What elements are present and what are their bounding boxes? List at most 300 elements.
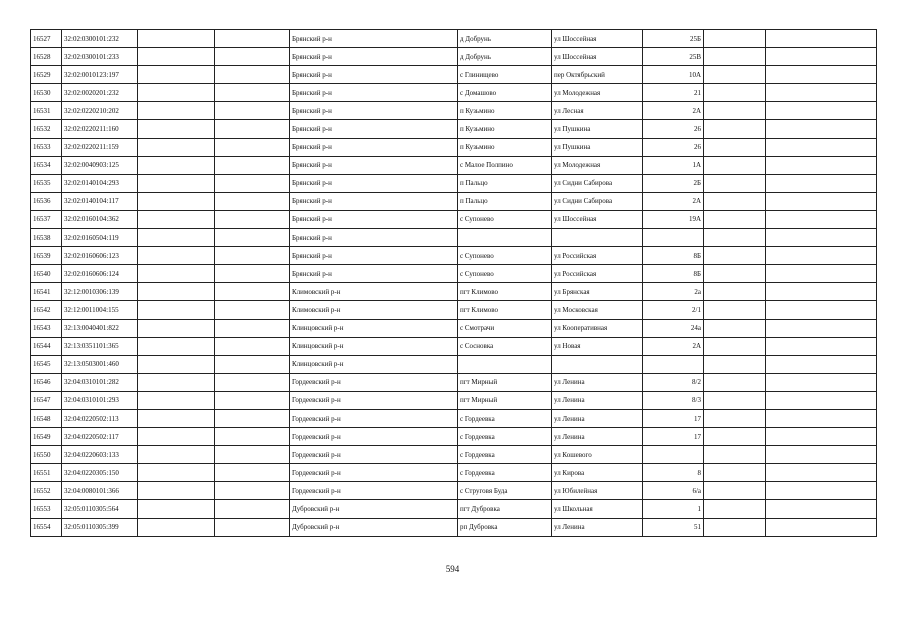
cadastral-number: 32:04:0080101:366 xyxy=(62,482,138,500)
empty-cell xyxy=(766,500,877,518)
empty-cell xyxy=(215,229,290,247)
table-row xyxy=(31,265,877,283)
cadastral-number: 32:04:0220502:117 xyxy=(62,428,138,446)
settlement: рп Дубровка xyxy=(458,518,552,536)
table-row xyxy=(31,319,877,337)
empty-cell xyxy=(215,84,290,102)
empty-cell xyxy=(704,102,766,120)
street xyxy=(552,229,643,247)
street: ул Российская xyxy=(552,247,643,265)
settlement: с Гордеевка xyxy=(458,428,552,446)
table-row xyxy=(31,174,877,192)
row-number: 16531 xyxy=(31,102,62,120)
district: Климовский р-н xyxy=(290,301,458,319)
cadastral-number: 32:04:0310101:282 xyxy=(62,373,138,391)
empty-cell xyxy=(138,301,215,319)
empty-cell xyxy=(138,66,215,84)
house-number: 2А xyxy=(643,337,704,355)
empty-cell xyxy=(704,409,766,427)
table-row xyxy=(31,482,877,500)
empty-cell xyxy=(215,138,290,156)
cadastral-number: 32:04:0220305:150 xyxy=(62,464,138,482)
empty-cell xyxy=(704,464,766,482)
empty-cell xyxy=(138,247,215,265)
settlement xyxy=(458,355,552,373)
street: ул Ленина xyxy=(552,391,643,409)
district: Брянский р-н xyxy=(290,48,458,66)
empty-cell xyxy=(138,156,215,174)
empty-cell xyxy=(138,500,215,518)
row-number: 16534 xyxy=(31,156,62,174)
table-row xyxy=(31,337,877,355)
street: ул Брянская xyxy=(552,283,643,301)
empty-cell xyxy=(766,391,877,409)
street: ул Кирова xyxy=(552,464,643,482)
row-number: 16533 xyxy=(31,138,62,156)
district: Дубровский р-н xyxy=(290,518,458,536)
cadastral-number: 32:02:0160504:119 xyxy=(62,229,138,247)
street: ул Российская xyxy=(552,265,643,283)
row-number: 16554 xyxy=(31,518,62,536)
settlement: п Кузьмино xyxy=(458,102,552,120)
cadastral-number: 32:02:0160606:124 xyxy=(62,265,138,283)
row-number: 16528 xyxy=(31,48,62,66)
empty-cell xyxy=(766,247,877,265)
empty-cell xyxy=(138,446,215,464)
empty-cell xyxy=(215,409,290,427)
page-number: 594 xyxy=(445,564,460,574)
house-number: 17 xyxy=(643,409,704,427)
street: ул Ленина xyxy=(552,409,643,427)
district: Клинцовский р-н xyxy=(290,337,458,355)
empty-cell xyxy=(766,66,877,84)
empty-cell xyxy=(704,48,766,66)
street: ул Сидни Сабирова xyxy=(552,174,643,192)
registry-table xyxy=(30,29,877,537)
district: Гордеевский р-н xyxy=(290,464,458,482)
empty-cell xyxy=(704,446,766,464)
empty-cell xyxy=(766,138,877,156)
row-number: 16540 xyxy=(31,265,62,283)
street: ул Ленина xyxy=(552,428,643,446)
cadastral-number: 32:13:0351101:365 xyxy=(62,337,138,355)
empty-cell xyxy=(138,229,215,247)
settlement: с Гордеевка xyxy=(458,446,552,464)
empty-cell xyxy=(215,156,290,174)
district: Гордеевский р-н xyxy=(290,446,458,464)
empty-cell xyxy=(138,174,215,192)
settlement: с Супонево xyxy=(458,210,552,228)
table-row xyxy=(31,301,877,319)
empty-cell xyxy=(704,283,766,301)
empty-cell xyxy=(215,210,290,228)
empty-cell xyxy=(766,373,877,391)
empty-cell xyxy=(766,30,877,48)
cadastral-number: 32:13:0503001:460 xyxy=(62,355,138,373)
settlement: с Сосновка xyxy=(458,337,552,355)
empty-cell xyxy=(138,428,215,446)
street: ул Пушкина xyxy=(552,138,643,156)
empty-cell xyxy=(138,138,215,156)
empty-cell xyxy=(215,446,290,464)
row-number: 16529 xyxy=(31,66,62,84)
house-number: 24а xyxy=(643,319,704,337)
empty-cell xyxy=(215,355,290,373)
cadastral-number: 32:04:0310101:293 xyxy=(62,391,138,409)
empty-cell xyxy=(766,120,877,138)
house-number: 17 xyxy=(643,428,704,446)
empty-cell xyxy=(138,373,215,391)
settlement: с Гордеевка xyxy=(458,409,552,427)
house-number xyxy=(643,446,704,464)
street: ул Кооперативная xyxy=(552,319,643,337)
house-number: 10А xyxy=(643,66,704,84)
house-number: 6/а xyxy=(643,482,704,500)
empty-cell xyxy=(215,30,290,48)
street: ул Кошевого xyxy=(552,446,643,464)
empty-cell xyxy=(766,48,877,66)
cadastral-number: 32:02:0140104:293 xyxy=(62,174,138,192)
cadastral-number: 32:04:0220502:113 xyxy=(62,409,138,427)
cadastral-number: 32:02:0160606:123 xyxy=(62,247,138,265)
empty-cell xyxy=(704,500,766,518)
empty-cell xyxy=(766,464,877,482)
empty-cell xyxy=(766,446,877,464)
empty-cell xyxy=(766,265,877,283)
row-number: 16530 xyxy=(31,84,62,102)
house-number: 21 xyxy=(643,84,704,102)
empty-cell xyxy=(704,84,766,102)
empty-cell xyxy=(766,210,877,228)
settlement: пгт Мирный xyxy=(458,391,552,409)
house-number: 8/3 xyxy=(643,391,704,409)
settlement: с Супонево xyxy=(458,265,552,283)
house-number: 8 xyxy=(643,464,704,482)
empty-cell xyxy=(138,482,215,500)
district: Брянский р-н xyxy=(290,30,458,48)
district: Брянский р-н xyxy=(290,156,458,174)
street: пер Октябрьский xyxy=(552,66,643,84)
empty-cell xyxy=(215,301,290,319)
row-number: 16543 xyxy=(31,319,62,337)
empty-cell xyxy=(138,518,215,536)
empty-cell xyxy=(138,210,215,228)
house-number: 19А xyxy=(643,210,704,228)
district: Гордеевский р-н xyxy=(290,409,458,427)
empty-cell xyxy=(215,373,290,391)
table-row xyxy=(31,120,877,138)
row-number: 16539 xyxy=(31,247,62,265)
empty-cell xyxy=(704,138,766,156)
empty-cell xyxy=(766,174,877,192)
house-number xyxy=(643,355,704,373)
empty-cell xyxy=(766,355,877,373)
table-row xyxy=(31,464,877,482)
table-row xyxy=(31,391,877,409)
table-row xyxy=(31,373,877,391)
row-number: 16536 xyxy=(31,192,62,210)
table-row xyxy=(31,409,877,427)
empty-cell xyxy=(704,30,766,48)
empty-cell xyxy=(704,120,766,138)
empty-cell xyxy=(138,30,215,48)
district: Клинцовский р-н xyxy=(290,355,458,373)
empty-cell xyxy=(766,84,877,102)
empty-cell xyxy=(215,337,290,355)
house-number: 26 xyxy=(643,138,704,156)
empty-cell xyxy=(215,174,290,192)
empty-cell xyxy=(766,102,877,120)
district: Клинцовский р-н xyxy=(290,319,458,337)
table-row xyxy=(31,48,877,66)
empty-cell xyxy=(138,319,215,337)
settlement: пгт Дубровка xyxy=(458,500,552,518)
district: Брянский р-н xyxy=(290,229,458,247)
empty-cell xyxy=(215,192,290,210)
house-number: 51 xyxy=(643,518,704,536)
settlement: пгт Климово xyxy=(458,301,552,319)
house-number: 25Б xyxy=(643,30,704,48)
empty-cell xyxy=(215,464,290,482)
empty-cell xyxy=(138,102,215,120)
cadastral-number: 32:02:0160104:362 xyxy=(62,210,138,228)
street: ул Московская xyxy=(552,301,643,319)
district: Брянский р-н xyxy=(290,66,458,84)
street: ул Ленина xyxy=(552,373,643,391)
cadastral-number: 32:05:0110305:564 xyxy=(62,500,138,518)
empty-cell xyxy=(766,409,877,427)
settlement: с Домашово xyxy=(458,84,552,102)
settlement: пгт Климово xyxy=(458,283,552,301)
empty-cell xyxy=(766,337,877,355)
empty-cell xyxy=(215,500,290,518)
empty-cell xyxy=(704,192,766,210)
cadastral-number: 32:02:0300101:232 xyxy=(62,30,138,48)
empty-cell xyxy=(138,192,215,210)
cadastral-number: 32:04:0220603:133 xyxy=(62,446,138,464)
empty-cell xyxy=(215,518,290,536)
house-number: 8Б xyxy=(643,247,704,265)
empty-cell xyxy=(766,428,877,446)
empty-cell xyxy=(704,265,766,283)
settlement: п Пальцо xyxy=(458,174,552,192)
house-number: 2а xyxy=(643,283,704,301)
empty-cell xyxy=(704,518,766,536)
row-number: 16545 xyxy=(31,355,62,373)
street: ул Новая xyxy=(552,337,643,355)
table-row xyxy=(31,229,877,247)
house-number: 8/2 xyxy=(643,373,704,391)
empty-cell xyxy=(704,210,766,228)
district: Брянский р-н xyxy=(290,102,458,120)
street: ул Лесная xyxy=(552,102,643,120)
row-number: 16542 xyxy=(31,301,62,319)
row-number: 16535 xyxy=(31,174,62,192)
street: ул Юбилейная xyxy=(552,482,643,500)
empty-cell xyxy=(704,337,766,355)
empty-cell xyxy=(215,482,290,500)
house-number: 2Б xyxy=(643,174,704,192)
empty-cell xyxy=(215,391,290,409)
row-number: 16544 xyxy=(31,337,62,355)
empty-cell xyxy=(704,373,766,391)
district: Брянский р-н xyxy=(290,247,458,265)
empty-cell xyxy=(215,265,290,283)
house-number: 26 xyxy=(643,120,704,138)
row-number: 16550 xyxy=(31,446,62,464)
empty-cell xyxy=(215,283,290,301)
empty-cell xyxy=(766,192,877,210)
house-number: 25В xyxy=(643,48,704,66)
empty-cell xyxy=(138,120,215,138)
district: Брянский р-н xyxy=(290,174,458,192)
settlement: с Смотрачи xyxy=(458,319,552,337)
empty-cell xyxy=(704,301,766,319)
settlement: с Гордеевка xyxy=(458,464,552,482)
settlement: п Кузьмино xyxy=(458,120,552,138)
empty-cell xyxy=(704,174,766,192)
table-row xyxy=(31,518,877,536)
district: Брянский р-н xyxy=(290,138,458,156)
street: ул Пушкина xyxy=(552,120,643,138)
empty-cell xyxy=(138,355,215,373)
street xyxy=(552,355,643,373)
house-number: 2/1 xyxy=(643,301,704,319)
empty-cell xyxy=(138,464,215,482)
empty-cell xyxy=(138,84,215,102)
street: ул Сидни Сабирова xyxy=(552,192,643,210)
empty-cell xyxy=(215,428,290,446)
table-row xyxy=(31,428,877,446)
district: Брянский р-н xyxy=(290,265,458,283)
street: ул Молодежная xyxy=(552,156,643,174)
row-number: 16532 xyxy=(31,120,62,138)
cadastral-number: 32:02:0010123:197 xyxy=(62,66,138,84)
house-number: 1 xyxy=(643,500,704,518)
settlement: с Супонево xyxy=(458,247,552,265)
row-number: 16537 xyxy=(31,210,62,228)
house-number xyxy=(643,229,704,247)
table-row xyxy=(31,30,877,48)
table-row xyxy=(31,355,877,373)
table-row xyxy=(31,192,877,210)
empty-cell xyxy=(766,518,877,536)
row-number: 16552 xyxy=(31,482,62,500)
settlement: с Малое Полпино xyxy=(458,156,552,174)
empty-cell xyxy=(704,428,766,446)
empty-cell xyxy=(138,337,215,355)
row-number: 16548 xyxy=(31,409,62,427)
cadastral-number: 32:02:0220210:202 xyxy=(62,102,138,120)
table-row xyxy=(31,500,877,518)
table-row xyxy=(31,84,877,102)
house-number: 2А xyxy=(643,102,704,120)
cadastral-number: 32:05:0110305:399 xyxy=(62,518,138,536)
empty-cell xyxy=(138,409,215,427)
empty-cell xyxy=(704,229,766,247)
row-number: 16549 xyxy=(31,428,62,446)
row-number: 16551 xyxy=(31,464,62,482)
street: ул Шоссейная xyxy=(552,30,643,48)
table-row xyxy=(31,66,877,84)
empty-cell xyxy=(766,301,877,319)
settlement: п Пальцо xyxy=(458,192,552,210)
empty-cell xyxy=(138,391,215,409)
table-row xyxy=(31,283,877,301)
house-number: 2А xyxy=(643,192,704,210)
settlement xyxy=(458,229,552,247)
cadastral-number: 32:02:0220211:159 xyxy=(62,138,138,156)
empty-cell xyxy=(215,319,290,337)
cadastral-number: 32:12:0011004:155 xyxy=(62,301,138,319)
street: ул Шоссейная xyxy=(552,210,643,228)
row-number: 16541 xyxy=(31,283,62,301)
settlement: пгт Мирный xyxy=(458,373,552,391)
empty-cell xyxy=(766,229,877,247)
row-number: 16546 xyxy=(31,373,62,391)
empty-cell xyxy=(138,48,215,66)
cadastral-number: 32:12:0010306:139 xyxy=(62,283,138,301)
cadastral-number: 32:02:0220211:160 xyxy=(62,120,138,138)
empty-cell xyxy=(704,482,766,500)
table-row xyxy=(31,247,877,265)
empty-cell xyxy=(138,283,215,301)
district: Брянский р-н xyxy=(290,210,458,228)
row-number: 16538 xyxy=(31,229,62,247)
settlement: д Добрунь xyxy=(458,48,552,66)
registry-table-body xyxy=(31,30,877,537)
street: ул Шоссейная xyxy=(552,48,643,66)
empty-cell xyxy=(704,355,766,373)
district: Гордеевский р-н xyxy=(290,482,458,500)
street: ул Молодежная xyxy=(552,84,643,102)
row-number: 16547 xyxy=(31,391,62,409)
empty-cell xyxy=(215,102,290,120)
settlement: п Кузьмино xyxy=(458,138,552,156)
table-row xyxy=(31,138,877,156)
empty-cell xyxy=(766,283,877,301)
settlement: с Струговя Буда xyxy=(458,482,552,500)
table-row xyxy=(31,446,877,464)
cadastral-number: 32:13:0040401:822 xyxy=(62,319,138,337)
empty-cell xyxy=(215,120,290,138)
cadastral-number: 32:02:0040903:125 xyxy=(62,156,138,174)
table-row xyxy=(31,156,877,174)
empty-cell xyxy=(215,247,290,265)
empty-cell xyxy=(704,66,766,84)
district: Брянский р-н xyxy=(290,120,458,138)
empty-cell xyxy=(704,156,766,174)
empty-cell xyxy=(215,48,290,66)
table-row xyxy=(31,210,877,228)
district: Климовский р-н xyxy=(290,283,458,301)
empty-cell xyxy=(138,265,215,283)
settlement: с Глинищево xyxy=(458,66,552,84)
street: ул Школьная xyxy=(552,500,643,518)
house-number: 1А xyxy=(643,156,704,174)
table-row xyxy=(31,102,877,120)
empty-cell xyxy=(704,391,766,409)
district: Гордеевский р-н xyxy=(290,373,458,391)
district: Гордеевский р-н xyxy=(290,428,458,446)
street: ул Ленина xyxy=(552,518,643,536)
settlement: д Добрунь xyxy=(458,30,552,48)
empty-cell xyxy=(704,319,766,337)
house-number: 8Б xyxy=(643,265,704,283)
district: Гордеевский р-н xyxy=(290,391,458,409)
district: Брянский р-н xyxy=(290,84,458,102)
row-number: 16553 xyxy=(31,500,62,518)
